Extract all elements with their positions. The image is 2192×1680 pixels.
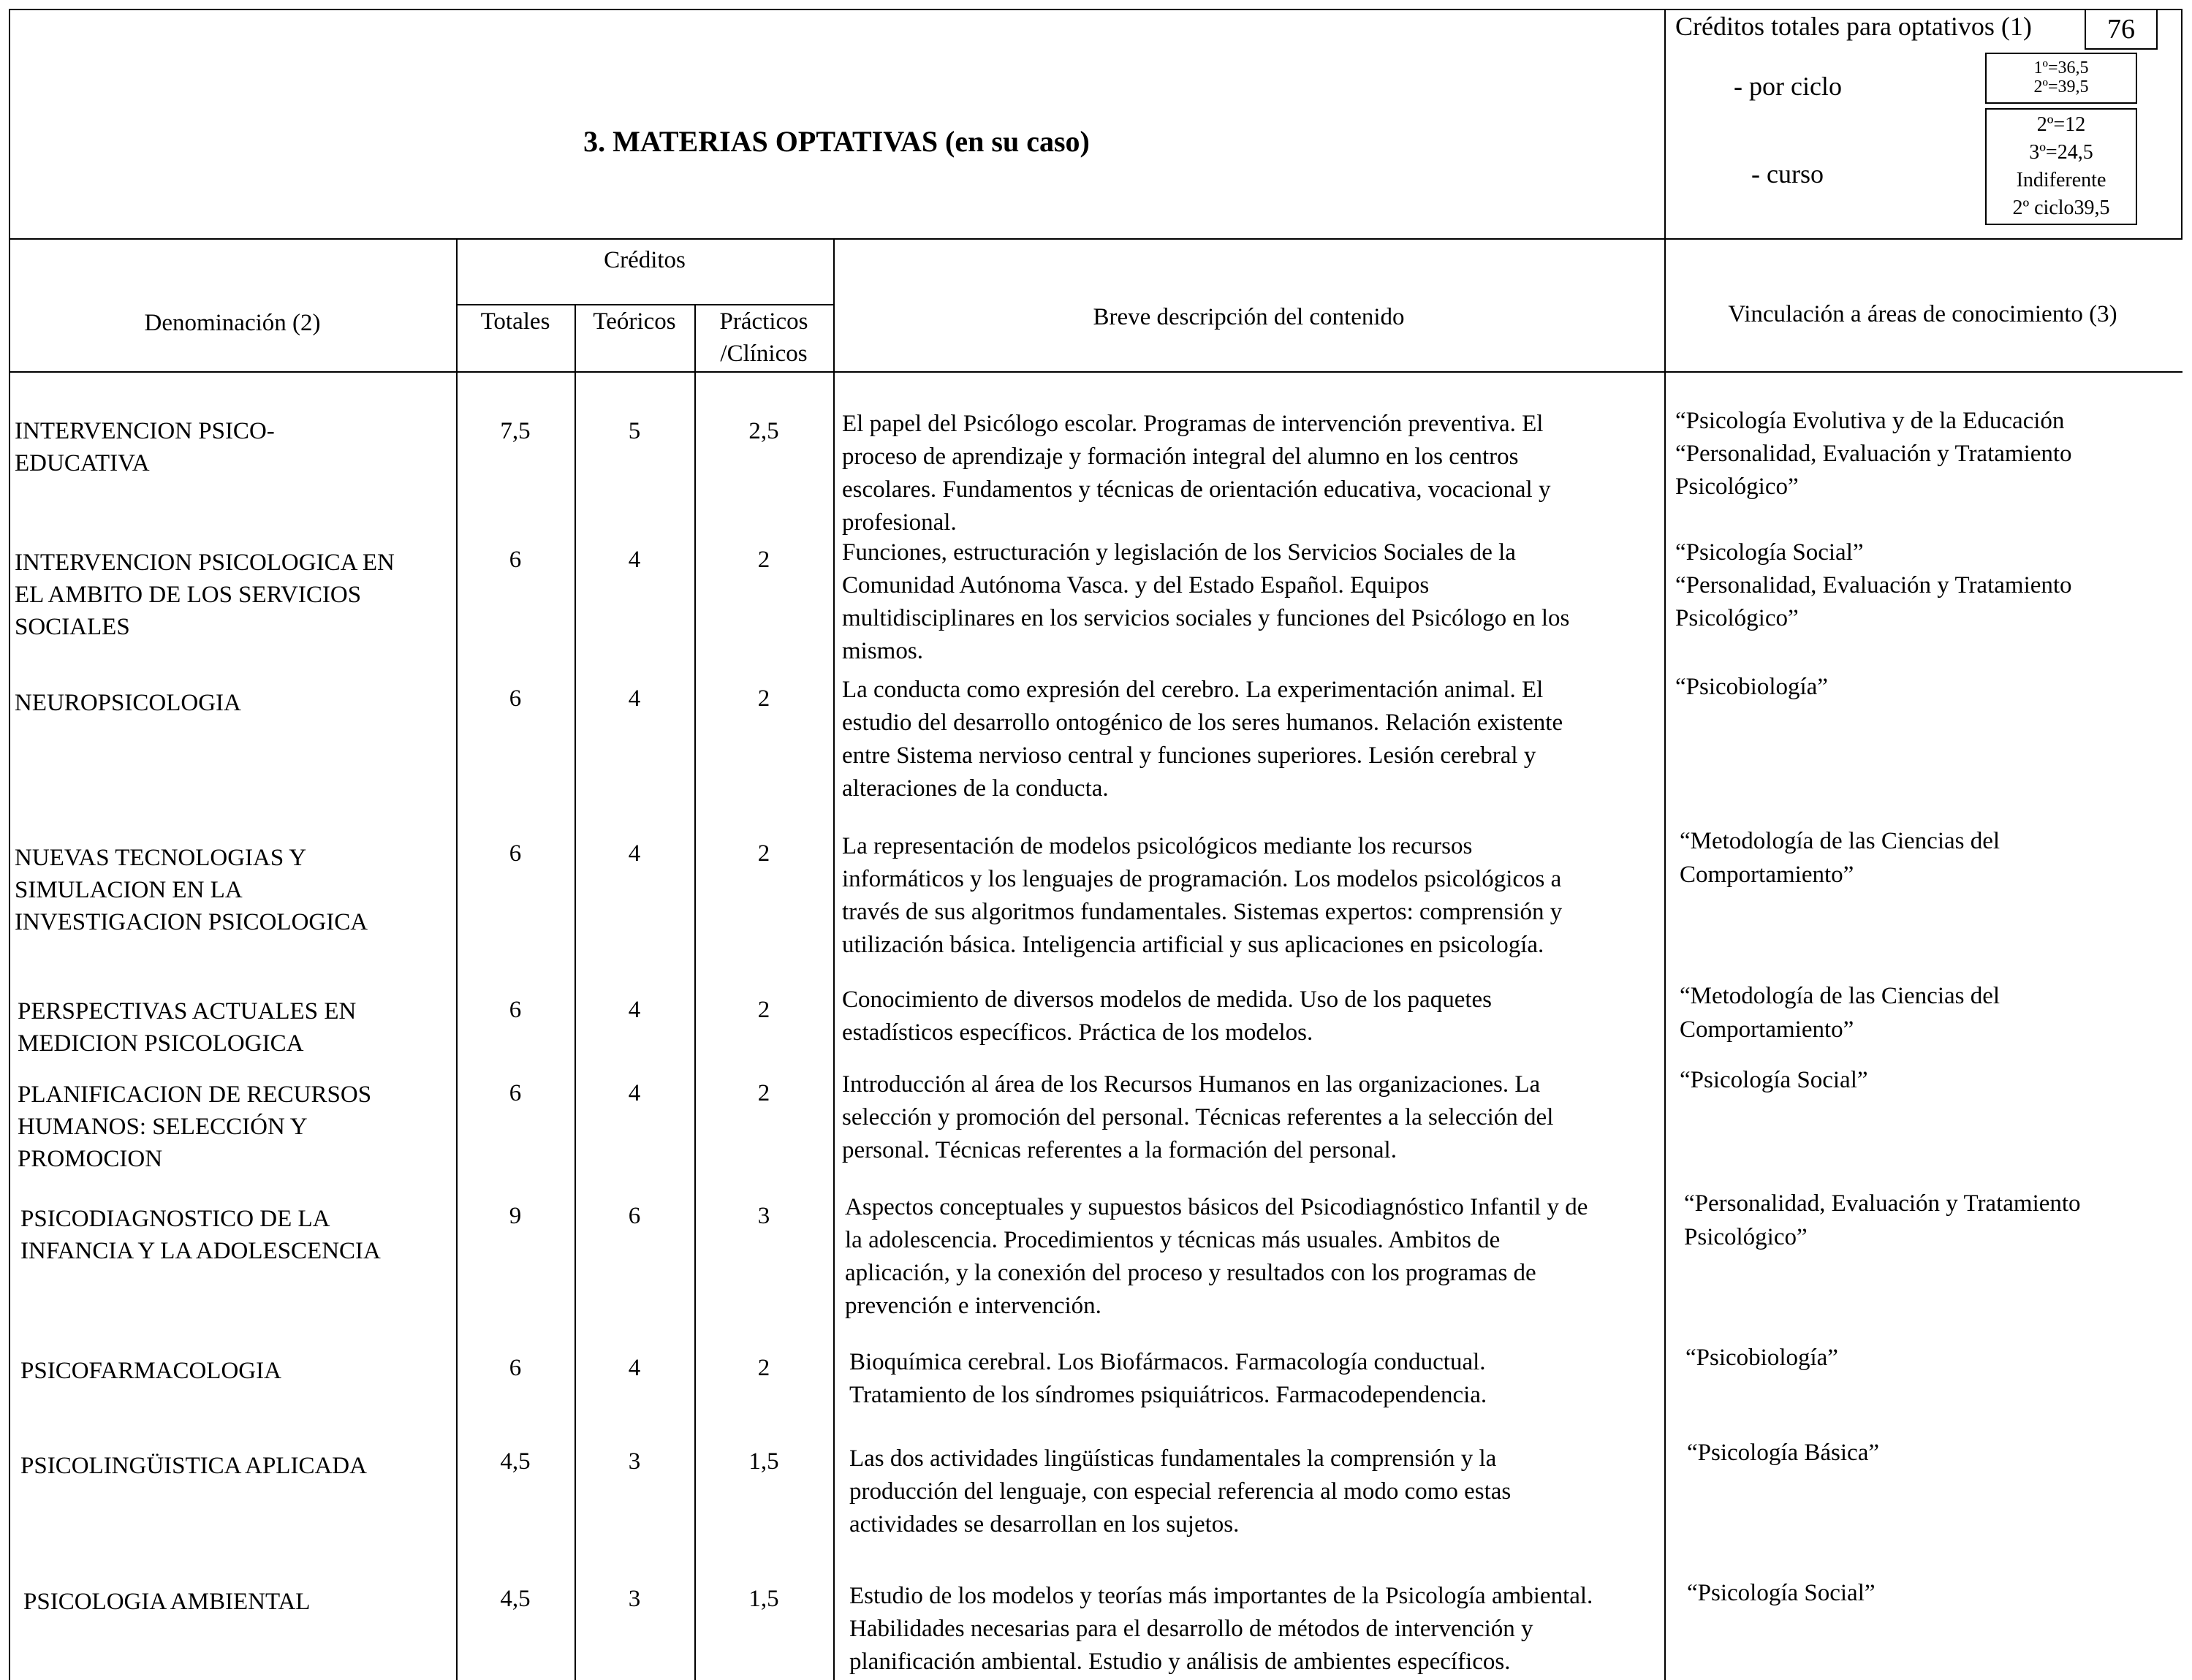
- por-ciclo-label: - por ciclo: [1734, 72, 1842, 101]
- row-practicos: 2: [757, 685, 770, 712]
- row-description-line: proceso de aprendizaje y formación integral del alumno en los centros: [842, 444, 1519, 470]
- row-description-line: La conducta como expresión del cerebro. La experimentación animal. El: [842, 677, 1544, 703]
- row-totales: 6: [509, 1355, 522, 1381]
- row-areas: [1680, 824, 2177, 892]
- rule-colhead-bottom: [9, 371, 2182, 373]
- row-teoricos: 4: [628, 997, 641, 1023]
- row-practicos: 1,5: [748, 1448, 779, 1475]
- row-name-line: HUMANOS: SELECCIÓN Y: [18, 1114, 308, 1140]
- row-name: [15, 687, 446, 719]
- row-description: [842, 984, 1661, 1049]
- row-name: [20, 1355, 453, 1387]
- row-description-line: Las dos actividades lingüísticas fundamentales la comprensión y la: [849, 1445, 1497, 1472]
- row-name-line: INVESTIGACION PSICOLOGICA: [15, 909, 368, 935]
- row-name: [15, 415, 446, 479]
- row-areas: [1680, 1064, 2177, 1096]
- curso-value: 2º ciclo39,5: [2012, 197, 2110, 219]
- por-ciclo-box: [1985, 53, 2137, 104]
- curso-label: - curso: [1751, 159, 1824, 189]
- row-description-line: Introducción al área de los Recursos Humanos en las organizaciones. La: [842, 1071, 1541, 1098]
- row-area-line: “Psicobiología”: [1685, 1345, 1838, 1371]
- row-description-line: producción del lenguaje, con especial referencia al modo como estas: [849, 1478, 1512, 1505]
- row-description-line: estudio del desarrollo ontogénico de los seres humanos. Relación existente: [842, 710, 1563, 736]
- row-name-line: INFANCIA Y LA ADOLESCENCIA: [20, 1238, 381, 1264]
- row-description-line: través de sus algoritmos fundamentales. Sistemas expertos: comprensión y: [842, 899, 1563, 925]
- row-name-line: PERSPECTIVAS ACTUALES EN: [18, 998, 357, 1025]
- row-name-line: PSICOLINGÜISTICA APLICADA: [20, 1453, 367, 1479]
- por-ciclo-value: 2º=39,5: [2033, 77, 2089, 96]
- row-areas: [1675, 671, 2180, 703]
- optional-credits-label: Créditos totales para optativos (1): [1675, 12, 2032, 41]
- row-practicos: 2: [757, 997, 770, 1023]
- optional-credits-box: [2085, 9, 2158, 50]
- row-description-line: Estudio de los modelos y teorías más importantes de la Psicología ambiental.: [849, 1583, 1593, 1609]
- row-description-line: personal. Técnicas referentes a la formación del personal.: [842, 1137, 1397, 1163]
- row-name-line: PSICOLOGIA AMBIENTAL: [23, 1589, 311, 1615]
- row-description-line: mismos.: [842, 638, 923, 664]
- row-description-line: actividades se desarrollan en los sujetos.: [849, 1511, 1240, 1538]
- row-teoricos: 4: [628, 1355, 641, 1381]
- row-description-line: Tratamiento de los síndromes psiquiátricos. Farmacodependencia.: [849, 1382, 1487, 1408]
- rule-left: [9, 9, 10, 1680]
- row-area-line: Comportamiento”: [1680, 1016, 1854, 1043]
- row-description-line: informáticos y los lenguajes de programación. Los modelos psicológicos a: [842, 866, 1562, 892]
- rule-right-top: [2181, 9, 2182, 240]
- row-areas: [1687, 1437, 2178, 1469]
- row-description-line: profesional.: [842, 509, 957, 536]
- row-description: [842, 830, 1661, 962]
- row-area-line: Psicológico”: [1675, 474, 1799, 500]
- row-teoricos: 4: [628, 1080, 641, 1106]
- row-name-line: PSICOFARMACOLOGIA: [20, 1358, 281, 1384]
- row-areas: [1685, 1342, 2178, 1374]
- row-name-line: SOCIALES: [15, 614, 130, 640]
- row-name-line: MEDICION PSICOLOGICA: [18, 1030, 304, 1057]
- row-areas: [1680, 979, 2177, 1046]
- row-area-line: Psicológico”: [1675, 605, 1799, 631]
- row-description: [842, 1068, 1661, 1167]
- row-practicos: 2,5: [748, 418, 779, 444]
- row-description: [849, 1443, 1669, 1541]
- col-header-practicos-line: Prácticos: [719, 308, 808, 335]
- row-description-line: utilización básica. Inteligencia artificial y sus aplicaciones en psicología.: [842, 932, 1544, 958]
- row-name-line: PSICODIAGNOSTICO DE LA: [20, 1206, 330, 1232]
- col-header-descripcion: Breve descripción del contenido: [1093, 304, 1405, 330]
- curso-box: [1985, 108, 2137, 225]
- row-description: [849, 1580, 1669, 1679]
- row-teoricos: 4: [628, 685, 641, 712]
- row-name: [20, 1203, 453, 1267]
- row-name-line: PROMOCION: [18, 1146, 163, 1172]
- row-name-line: EDUCATIVA: [15, 450, 150, 476]
- row-description-line: prevención e intervención.: [845, 1293, 1101, 1319]
- col-header-denominacion: Denominación (2): [144, 310, 321, 336]
- row-description-line: Conocimiento de diversos modelos de medida. Uso de los paquetes: [842, 987, 1493, 1013]
- row-teoricos: 6: [628, 1203, 641, 1229]
- row-practicos: 2: [757, 1080, 770, 1106]
- col-header-practicos: [694, 305, 833, 370]
- row-totales: 4,5: [500, 1586, 531, 1612]
- row-practicos: 2: [757, 547, 770, 573]
- row-description-line: aplicación, y la conexión del proceso y resultados con los programas de: [845, 1260, 1536, 1286]
- row-area-line: “Personalidad, Evaluación y Tratamiento: [1675, 441, 2072, 467]
- row-description: [849, 1346, 1662, 1412]
- section-title: 3. MATERIAS OPTATIVAS (en su caso): [583, 125, 1090, 158]
- row-area-line: “Personalidad, Evaluación y Tratamiento: [1675, 572, 2072, 598]
- row-area-line: Psicológico”: [1684, 1224, 1808, 1250]
- row-name-line: NUEVAS TECNOLOGIAS Y: [15, 845, 307, 871]
- row-totales: 6: [509, 1080, 522, 1106]
- row-area-line: “Metodología de las Ciencias del: [1680, 983, 2001, 1009]
- col-header-totales: Totales: [480, 308, 550, 335]
- rule-header-split: [1664, 9, 1666, 1680]
- row-description: [842, 674, 1661, 805]
- row-name: [15, 842, 453, 938]
- row-name-line: EL AMBITO DE LOS SERVICIOS: [15, 582, 362, 608]
- col-header-teoricos: Teóricos: [593, 308, 676, 335]
- row-practicos: 3: [757, 1203, 770, 1229]
- row-description-line: multidisciplinares en los servicios sociales y funciones del Psicólogo en los: [842, 605, 1570, 631]
- row-practicos: 2: [757, 840, 770, 867]
- optional-credits-value: 76: [2107, 14, 2135, 45]
- curso-value: Indiferente: [2016, 169, 2106, 191]
- rule-col-4: [833, 238, 835, 1680]
- row-area-line: “Personalidad, Evaluación y Tratamiento: [1684, 1190, 2081, 1217]
- row-area-line: Comportamiento”: [1680, 862, 1854, 888]
- row-description: [842, 536, 1661, 668]
- row-teoricos: 4: [628, 840, 641, 867]
- row-area-line: “Psicología Evolutiva y de la Educación: [1675, 408, 2065, 434]
- row-description-line: Aspectos conceptuales y supuestos básicos del Psicodiagnóstico Infantil y de: [845, 1194, 1588, 1220]
- row-totales: 9: [509, 1203, 522, 1229]
- row-description-line: El papel del Psicólogo escolar. Programas de intervención preventiva. El: [842, 411, 1544, 437]
- row-description: [845, 1191, 1662, 1323]
- row-description-line: escolares. Fundamentos y técnicas de orientación educativa, vocacional y: [842, 476, 1551, 503]
- row-area-line: “Psicología Social”: [1675, 539, 1864, 566]
- row-description-line: entre Sistema nervioso central y funciones superiores. Lesión cerebral y: [842, 742, 1536, 769]
- col-header-creditos: Créditos: [604, 247, 686, 273]
- row-totales: 6: [509, 685, 522, 712]
- row-description-line: la adolescencia. Procedimientos y técnicas más usuales. Ambitos de: [845, 1227, 1501, 1253]
- row-teoricos: 3: [628, 1448, 641, 1475]
- row-areas: [1687, 1577, 2178, 1609]
- row-area-line: “Psicología Social”: [1687, 1580, 1876, 1606]
- row-description-line: alteraciones de la conducta.: [842, 775, 1109, 802]
- row-totales: 7,5: [500, 418, 531, 444]
- rule-header-bottom: [9, 238, 2182, 240]
- row-area-line: “Psicobiología”: [1675, 674, 1828, 700]
- row-description-line: Funciones, estructuración y legislación de los Servicios Sociales de la: [842, 539, 1516, 566]
- row-areas: [1675, 536, 2180, 635]
- row-practicos: 2: [757, 1355, 770, 1381]
- row-description-line: Habilidades necesarias para el desarrollo de métodos de intervención y: [849, 1616, 1533, 1642]
- row-practicos: 1,5: [748, 1586, 779, 1612]
- row-name-line: INTERVENCION PSICO-: [15, 418, 275, 444]
- row-name-line: SIMULACION EN LA: [15, 877, 243, 903]
- row-description-line: La representación de modelos psicológicos mediante los recursos: [842, 833, 1473, 859]
- row-description-line: estadísticos específicos. Práctica de los modelos.: [842, 1019, 1313, 1046]
- row-totales: 6: [509, 997, 522, 1023]
- row-area-line: “Psicología Básica”: [1687, 1440, 1880, 1466]
- curso-value: 2º=12: [2036, 113, 2086, 136]
- por-ciclo-value: 1º=36,5: [2033, 58, 2089, 77]
- row-description-line: Bioquímica cerebral. Los Biofármacos. Farmacología conductual.: [849, 1349, 1486, 1375]
- row-area-line: “Metodología de las Ciencias del: [1680, 828, 2001, 854]
- row-areas: [1684, 1187, 2178, 1254]
- row-area-line: “Psicología Social”: [1680, 1067, 1868, 1093]
- curso-value: 3º=24,5: [2029, 141, 2093, 164]
- row-totales: 4,5: [500, 1448, 531, 1475]
- row-name: [18, 1079, 453, 1175]
- row-name-line: NEUROPSICOLOGIA: [15, 690, 241, 716]
- row-description-line: selección y promoción del personal. Técnicas referentes a la selección del: [842, 1104, 1554, 1130]
- row-totales: 6: [509, 547, 522, 573]
- row-name: [23, 1586, 453, 1618]
- row-description: [842, 408, 1661, 539]
- row-teoricos: 4: [628, 547, 641, 573]
- row-description-line: planificación ambiental. Estudio y análisis de ambientes específicos.: [849, 1649, 1511, 1675]
- row-name: [20, 1450, 453, 1482]
- col-header-vinculacion: Vinculación a áreas de conocimiento (3): [1728, 301, 2117, 327]
- row-teoricos: 5: [628, 418, 641, 444]
- row-name-line: PLANIFICACION DE RECURSOS: [18, 1082, 372, 1108]
- row-description-line: Comunidad Autónoma Vasca. y del Estado Español. Equipos: [842, 572, 1430, 598]
- row-name-line: INTERVENCION PSICOLOGICA EN: [15, 550, 395, 576]
- row-name: [15, 547, 453, 643]
- row-name: [18, 995, 453, 1060]
- row-totales: 6: [509, 840, 522, 867]
- row-areas: [1675, 405, 2180, 503]
- col-header-practicos-line: /Clínicos: [720, 341, 808, 367]
- row-teoricos: 3: [628, 1586, 641, 1612]
